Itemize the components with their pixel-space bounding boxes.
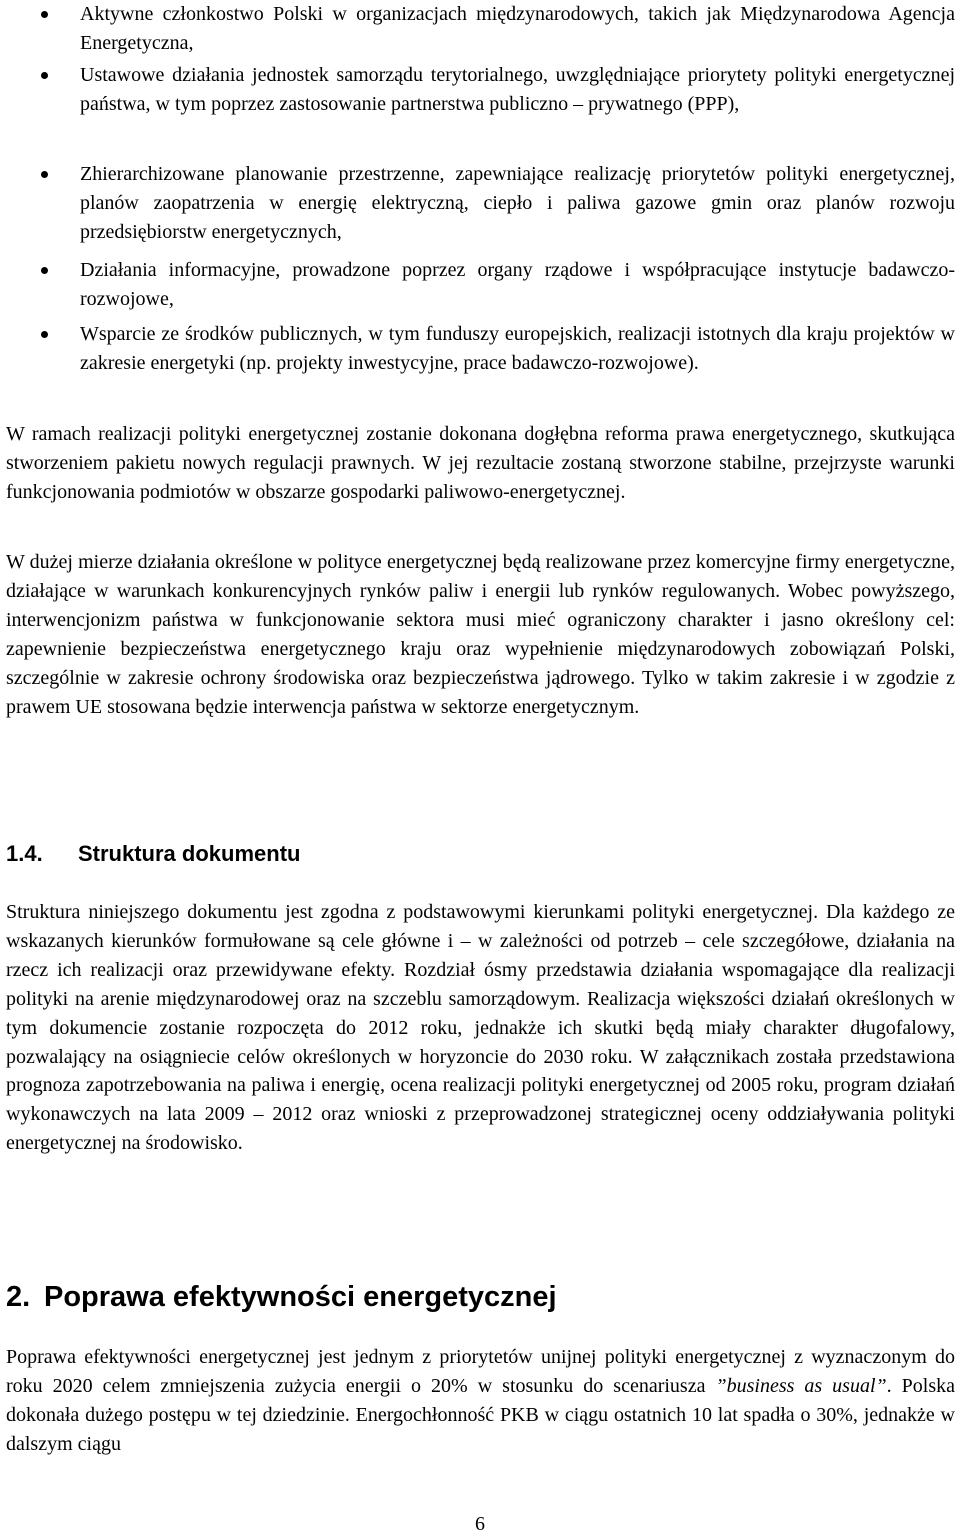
page-number: 6 [475, 1513, 485, 1535]
paragraph-struktura: Struktura niniejszego dokumentu jest zgodna z podstawowymi kierunkami polityki energetycznej. Dla każdego ze wskazanych kierunków formułowane są cele główne i – w zależności od potrzeb – cele szczegółowe, działania na rzecz ich realizacji oraz przewidywane efekty. Rozdział ósmy przedstawia działania wspomagające dla realizacji polityki na arenie międzynarodowej oraz na szczeblu samorządowym. Realizacja większości działań określonych w tym dokumencie zostanie rozpoczęta do 2012 roku, jednakże ich skutki będą miały charakter długofalowy, pozwalający na osiągniecie celów określonych w horyzoncie do 2030 roku. W załącznikach została przedstawiona prognoza zapotrzebowania na paliwa i energię, ocena realizacji polityki energetycznej od 2005 roku, program działań wykonawczych na lata 2009 – 2012 oraz wnioski z przeprowadzonej strategicznej oceny oddziaływania polityki energetycznej na środowisko. [6, 901, 955, 1155]
paragraph-reforma: W ramach realizacji polityki energetycznej zostanie dokonana dogłębna reforma prawa energetycznego, skutkująca stworzeniem pakietu nowych regulacji prawnych. W jej rezultacie zostaną stworzone stabilne, przejrzyste warunki funkcjonowania podmiotów w obszarze gospodarki paliwowo-energetycznej. [6, 423, 955, 503]
bullet-icon [41, 331, 48, 338]
bullet-icon [41, 11, 48, 18]
paragraph-emphasis: ”business as usual” [715, 1374, 887, 1397]
chapter-number: 2. [6, 1281, 31, 1313]
bullet-icon [41, 72, 48, 79]
list-item-text: Zhierarchizowane planowanie przestrzenne, zapewniające realizację priorytetów polityki energetycznej, planów zaopatrzenia w energię elektryczną, ciepło i paliwa gazowe gmin oraz planów rozwoju przedsiębiorstw energetycznych, [80, 163, 955, 243]
list-item-text: Działania informacyjne, prowadzone poprzez organy rządowe i współpracujące instytucje badawczo-rozwojowe, [80, 259, 955, 310]
bullet-icon [41, 267, 48, 274]
list-item-text: Wsparcie ze środków publicznych, w tym funduszy europejskich, realizacji istotnych dla kraju projektów w zakresie energetyki (np. projekty inwestycyjne, prace badawczo-rozwojowe). [80, 323, 955, 374]
section-heading-1-4 [6, 841, 506, 873]
list-item-text: Ustawowe działania jednostek samorządu terytorialnego, uwzględniające priorytety polityki energetycznej państwa, w tym poprzez zastosowanie partnerstwa publiczno – prywatnego (PPP), [80, 64, 955, 115]
paragraph-efektywnosc [6, 1343, 955, 1459]
chapter-title: Poprawa efektywności energetycznej [44, 1281, 557, 1313]
section-number: 1.4. [6, 841, 43, 866]
paragraph-text: . Polska dokonała dużego postępu w tej dziedzinie. Energochłonność PKB w ciągu ostatnich 10 lat spadła o 30%, jednakże w dalszym ciągu [6, 1374, 956, 1455]
list-item-text: Aktywne członkostwo Polski w organizacjach międzynarodowych, takich jak Międzynarodowa Agencja Energetyczna, [80, 3, 955, 54]
chapter-heading-2 [6, 1281, 806, 1321]
bullet-icon [41, 171, 48, 178]
paragraph-text: Poprawa efektywności energetycznej jest jednym z priorytetów unijnej polityki energetycznej z wyznaczonym do roku 2020 celem zmniejszenia zużycia energii o 20% w stosunku do scenariusza [6, 1346, 955, 1397]
paragraph-interwencjonizm: W dużej mierze działania określone w polityce energetycznej będą realizowane przez komercyjne firmy energetyczne, działające w warunkach konkurencyjnych rynków paliw i energii lub rynków regulowanych. Wobec powyższego, interwencjonizm państwa w funkcjonowanie sektora musi mieć ograniczony charakter i jasno określony cel: zapewnienie bezpieczeństwa energetycznego kraju oraz wypełnienie międzynarodowych zobowiązań Polski, szczególnie w zakresie ochrony środowiska oraz bezpieczeństwa jądrowego. Tylko w takim zakresie i w zgodzie z prawem UE stosowana będzie interwencja państwa w sektorze energetycznym. [6, 551, 955, 718]
section-title: Struktura dokumentu [78, 841, 301, 866]
